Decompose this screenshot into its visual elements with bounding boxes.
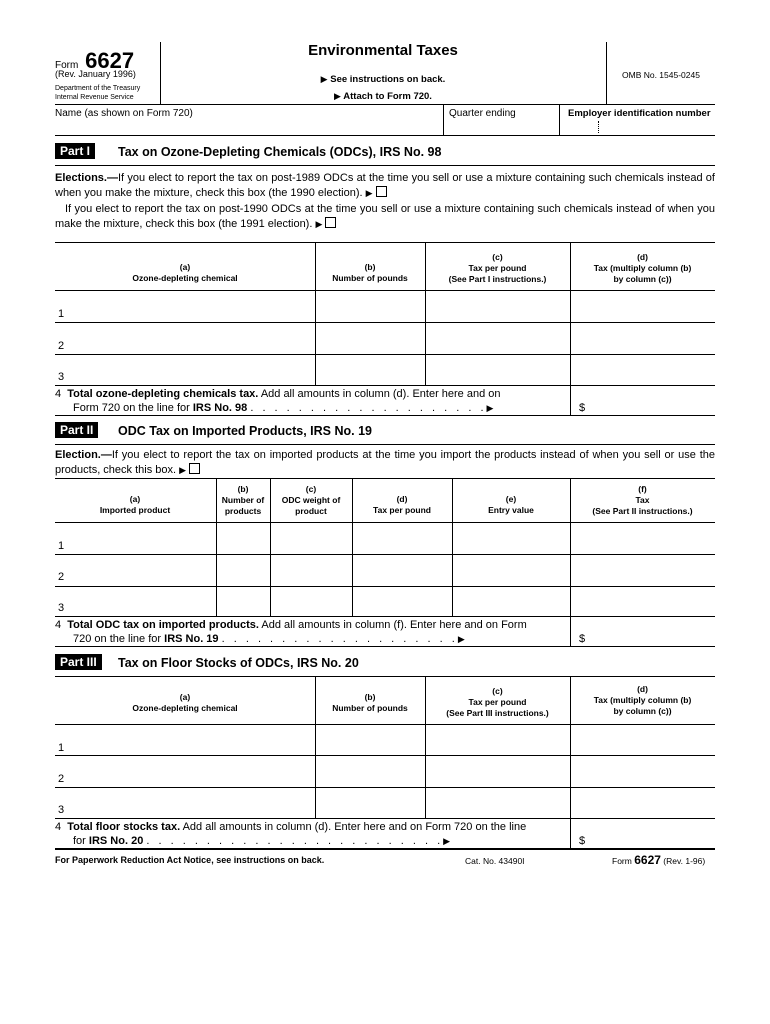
arrow-right-icon: ▶ (320, 74, 328, 84)
omb-number: OMB No. 1545-0245 (622, 70, 700, 80)
part-1-tag: Part I (55, 143, 95, 159)
attach-note: ▶ Attach to Form 720. (334, 91, 432, 102)
col-f-header: (f) Tax (See Part II instructions.) (592, 484, 693, 516)
dollar-sign: $ (579, 835, 586, 847)
name-field[interactable] (55, 104, 443, 135)
col-d-header: (d) Tax (multiply column (b) by column (c)) (593, 684, 692, 716)
election-import-checkbox[interactable] (189, 463, 200, 474)
dollar-sign: $ (579, 633, 586, 645)
table-row: 3 (58, 804, 65, 816)
election-1990-checkbox[interactable] (376, 186, 387, 197)
part-3-tag: Part III (55, 654, 102, 670)
footer-form-id: Form 6627 (Rev. 1-96) (612, 853, 706, 867)
arrow-right-icon: ▶ (334, 91, 341, 101)
quarter-ending-label: Quarter ending (449, 108, 516, 119)
arrow-right-icon: ▶ (486, 403, 494, 413)
irs-label: Internal Revenue Service (55, 94, 134, 101)
ein-label: Employer identification number (568, 108, 711, 119)
election-1991-checkbox[interactable] (325, 217, 336, 228)
form-label: Form 6627 (55, 48, 135, 73)
catalog-number: Cat. No. 43490I (465, 856, 525, 866)
arrow-right-icon: ▶ (443, 836, 451, 846)
part-1-title: Tax on Ozone-Depleting Chemicals (ODCs), IRS No. 98 (118, 145, 442, 159)
table-row: 1 (58, 742, 65, 754)
col-a-header: (a) Ozone-depleting chemical (132, 262, 238, 283)
col-c-header: (c) Tax per pound (See Part I instructions.) (448, 252, 547, 284)
table-row: 2 (58, 571, 65, 583)
part-1-line-4: 4 Total ozone-depleting chemicals tax. Add all amounts in column (d). Enter here and on Form 720 on the line for IRS No. 98 . . . . . . . . . . . . . . . . . . . .▶ (55, 388, 501, 414)
arrow-right-icon: ▶ (179, 465, 187, 475)
part-1-total-field[interactable] (571, 386, 715, 415)
table-row: 3 (58, 371, 65, 383)
form-number: 6627 (85, 48, 135, 73)
name-label: Name (as shown on Form 720) (55, 108, 193, 119)
table-row: 1 (58, 308, 65, 320)
part-2-line-4: 4 Total ODC tax on imported products. Add all amounts in column (f). Enter here and on Form 720 on the line for IRS No. 19 . . . . . . . . . . . . . . . . . . . .▶ (55, 619, 527, 645)
part-2-tag: Part II (55, 422, 98, 438)
table-row: 2 (58, 773, 65, 785)
arrow-right-icon: ▶ (315, 219, 323, 229)
paperwork-notice: For Paperwork Reduction Act Notice, see instructions on back. (55, 855, 325, 865)
part-3-title: Tax on Floor Stocks of ODCs, IRS No. 20 (118, 656, 359, 670)
instructions-note: ▶ See instructions on back. (320, 74, 446, 85)
arrow-right-icon: ▶ (457, 634, 465, 644)
col-b-header: (b) Number of products (221, 484, 265, 516)
part-1-election-1991: If you elect to report the tax on post-1990 ODCs at the time you sell or use a mixture containing such chemicals instead of when you make the mixture, check this box (the 1991 election). ▶ (55, 203, 715, 230)
table-row: 3 (58, 602, 65, 614)
department-label: Department of the Treasury (55, 85, 141, 92)
col-b-header: (b) Number of pounds (332, 262, 408, 283)
part-2-election: Election.—If you elect to report the tax on imported products at the time you import the products instead of when you sell or use the products, check this box. ▶ (55, 449, 715, 476)
col-d-header: (d) Tax (multiply column (b) by column (c)) (593, 252, 692, 284)
table-row: 2 (58, 340, 65, 352)
col-b-header: (b) Number of pounds (332, 692, 408, 713)
col-a-header: (a) Ozone-depleting chemical (132, 692, 238, 713)
part-2-title: ODC Tax on Imported Products, IRS No. 19 (118, 424, 372, 438)
page-title: Environmental Taxes (308, 42, 458, 59)
col-a-header: (a) Imported product (99, 494, 171, 515)
ein-field[interactable] (559, 104, 715, 135)
dollar-sign: $ (579, 402, 586, 414)
part-1-elections: Elections.—If you elect to report the tax on post-1989 ODCs at the time you sell or use a mixture containing such chemicals instead of when you make the mixture, check this box (the 1990 election). ▶ (55, 172, 715, 199)
part-3-line-4: 4 Total floor stocks tax. Add all amounts in column (d). Enter here and on Form 720 on the line for IRS No. 20 . . . . . . . . . . . . . . . . . . . . . . . . .▶ (55, 821, 527, 847)
quarter-ending-field[interactable] (443, 104, 559, 135)
col-d-header: (d) Tax per pound (373, 494, 431, 515)
revision-date: (Rev. January 1996) (55, 69, 136, 79)
col-c-header: (c) Tax per pound (See Part III instructions.) (446, 686, 549, 718)
part-2-total-field[interactable] (571, 617, 715, 646)
col-e-header: (e) Entry value (488, 494, 534, 515)
part-3-total-field[interactable] (571, 819, 715, 848)
table-row: 1 (58, 540, 65, 552)
col-c-header: (c) ODC weight of product (281, 484, 341, 516)
arrow-right-icon: ▶ (365, 188, 373, 198)
